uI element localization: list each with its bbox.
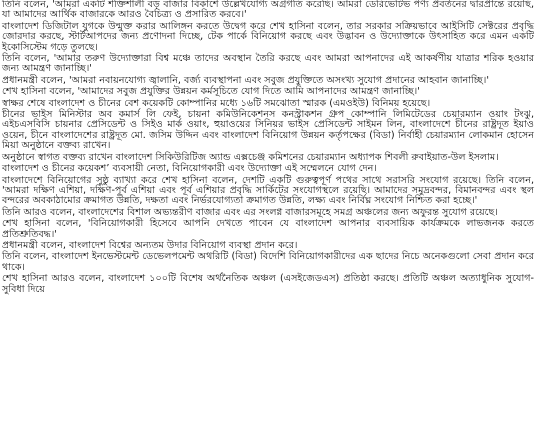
paragraph-10: বাংলাদেশে বিনিয়োগের সুষ্ঠু ব্যাখ্যা করে শেখ হাসিনা বলেন, দেশটি একটি গুরুত্বপূর্ণ পথের সাথে সরাসরি সংযোগ রয়েছে। তিনি বলেন, 'আমরা দক্ষিণ এশিয়া, দক্ষিণ-পূর্ব এশিয়া এবং পূর্ব এশিয়ার প্রবৃদ্ধি সার্কিটের সংযোগস্থলে রয়েছি। আমাদের সমুদ্রবন্দর, বিমানবন্দর এবং স্থল বন্দরের অবকাঠামোর ক্রমাগত উন্নতি, দক্ষতা এবং নির্ভরযোগ্যতা ক্রমাগত উন্নতি, লক্ষ্য এবং নির্বিঘ্ন সংযোগ নিশ্চিত করা হচ্ছে।' [2,174,534,207]
paragraph-3: তিনি বলেন, 'আমার তরুণ উদ্যোক্তারা বিশ্ব মঞ্চে তাদের অবস্থান তৈরি করছে এবং আমরা আপনাদের এই আকর্ষণীয় যাত্রার শরিক হওয়ার জন্য আমন্ত্রণ জানাচ্ছি।' [2,53,534,75]
paragraph-5: শেখ হাসিনা বলেন, 'আমাদের সবুজ প্রযুক্তির উন্নয়ন কর্মসূচিতে যোগ দিতে আমি আপনাদের আমন্ত্রণ জানাচ্ছি।' [2,86,420,98]
paragraph-9: বাংলাদেশ ও চীনের কয়েকশ’ ব্যবসায়ী নেতা, বিনিয়োগকারী এবং উদ্যোক্তা এই সম্মেলনে যোগ দেন। [2,163,377,175]
paragraph-15: শেখ হাসিনা আরও বলেন, বাংলাদেশ ১০০টি বিশেষ অর্থনৈতিক অঞ্চল (এসইজেডএস) প্রতিষ্ঠা করছে। প্রতিটি অঞ্চল অত্যাধুনিক সুযোগ-সুবিধা দিয়ে [2,273,534,295]
paragraph-2: বাংলাদেশ ডিজিটাল যুগকে উন্মুক্ত করার আলিঙ্গন করতে উদ্বেগ করে শেখ হাসিনা বলেন, তার সরকার সক্রিয়ভাবে আইসিটি সেক্টরের প্রবৃদ্ধি জোরদার করছে, স্টার্টআপদের জন্য প্রণোদনা দিচ্ছে, টেক পার্কে বিনিয়োগ করছে এবং উদ্ভাবন ও উদ্যোক্তাকে উৎসাহিত করে এমন একটি ইকোসিস্টেম গড়ে তুলছে। [2,20,534,53]
paragraph-12: শেখ হাসিনা বলেন, 'বিনিয়োগকারী হিসেবে আপনি দেখতে পাবেন যে বাংলাদেশ আপনার ব্যবসায়িক কার্যক্রমকে লাভজনক করতে প্রতিশ্রুতিবদ্ধ।' [2,218,534,240]
paragraph-14: তিনি বলেন, বাংলাদেশ ইনভেস্টমেন্ট ডেভেলপমেন্ট অথরিটি (বিডা) বিদেশি বিনিয়োগকারীদের এক ছাদের নিচে অনেকগুলো সেবা প্রদান করে থাকে। [2,251,534,273]
paragraph-11: তিনি আরও বলেন, বাংলাদেশের বিশাল অভ্যন্তরীণ বাজার এবং এর সংলগ্ন বাজারসমূহে সমগ্র অঞ্চলের জন্য অফুরন্ত সুযোগ রয়েছে। [2,206,498,218]
paragraph-13: প্রধানমন্ত্রী বলেন, বাংলাদেশ বিশ্বের অন্যতম উদার বিনিয়োগ ব্যবস্থা প্রদান করে। [2,239,298,251]
paragraph-7: চীনের ভাইস মিনিস্টার অব কমার্স লি ফেই, চায়না কমিউনিকেশনস কনস্ট্রাকশন গ্রুপ কোম্পানি লিমিটেডের চেয়ারম্যান ওয়াং টংঝু, এইচএসবিসি চায়নার প্রেসিডেন্ট ও সিইও মার্ক ওয়াং, হুয়াওয়ের সিনিয়র ভাইস প্রেসিডেন্ট সাইমন লিন, বাংলাদেশে চীনের রাষ্ট্রদূত ইয়াও ওয়েন, চীনে বাংলাদেশের রাষ্ট্রদূত মো. জসিম উদ্দিন এবং বাংলাদেশ বিনিয়োগ উন্নয়ন কর্তৃপক্ষের (বিডা) নির্বাহী চেয়ারম্যান লোকমান হোসেন মিয়া অনুষ্ঠানে বক্তব্য রাখেন। [2,109,534,152]
paragraph-1: তিনি বলেন, 'আমরা একটি শক্তিশালী বড় বাজার বিকাশে উল্লেখযোগ্য অগ্রগতি করেছি। আমরা ডেরিভেটিভ পণ্য প্রবর্তনের দ্বারপ্রান্তে রয়েছি, যা আমাদের আর্থিক বাজারকে আরও বৈচিত্র্য ও প্রসারিত করবে।' [2,0,534,21]
paragraph-4: প্রধানমন্ত্রী বলেন, 'আমরা নবায়নযোগ্য জ্বালানি, বর্জ্য ব্যবস্থাপনা এবং সবুজ প্রযুক্তিতে অসংখ্য সুযোগ প্রদানের আহবান জানাচ্ছি।' [2,74,489,86]
paragraph-8: অনুষ্ঠানে স্বাগত বক্তব্য রাখেন বাংলাদেশ সিকিউরিটিজ অ্যান্ড এক্সচেঞ্জ কমিশনের চেয়ারম্যান অধ্যাপক শিবলী রুবাইয়াত-উল ইসলাম। [2,151,499,163]
paragraph-6: স্বাক্ষর শেষে বাংলাদেশ ও চীনের বেশ কয়েকটি কোম্পানির মধ্যে ১৬টি সমঝোতা স্মারক (এমওইউ) বিনিময় হয়েছে। [2,97,431,109]
